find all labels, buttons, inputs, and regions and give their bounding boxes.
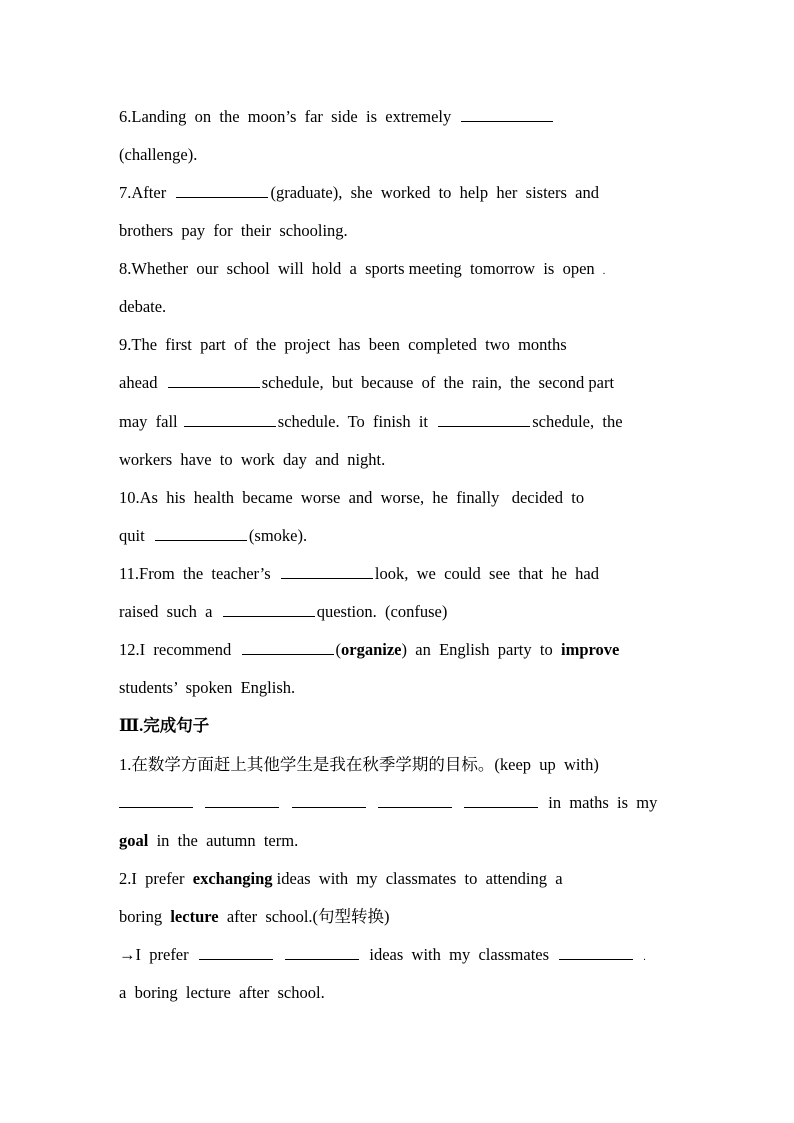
answer-blank[interactable] bbox=[168, 373, 260, 388]
s1-line2 bbox=[119, 793, 657, 813]
q8-line1 bbox=[119, 259, 605, 282]
q9-text-end: schedule, but because of the rain, the second part bbox=[261, 373, 615, 392]
q10-text-start: quit bbox=[119, 526, 153, 545]
answer-blank[interactable] bbox=[281, 564, 373, 579]
answer-blank[interactable] bbox=[184, 412, 276, 427]
s2-line1 bbox=[119, 869, 563, 889]
s2-text-a: boring bbox=[119, 907, 171, 926]
s2-keyword-lecture: lecture bbox=[170, 907, 219, 926]
q10-line2 bbox=[119, 526, 307, 546]
q12-keyword-organize: organize bbox=[341, 640, 402, 659]
answer-blank[interactable] bbox=[559, 945, 633, 960]
q6-text: 6.Landing on the moon’s far side is extremely bbox=[119, 107, 460, 126]
answer-blank[interactable] bbox=[205, 793, 279, 808]
section-heading: Ⅲ.完成句子 bbox=[119, 716, 210, 735]
s2-rewrite-start: →I prefer bbox=[119, 945, 197, 964]
q9-line1: 9.The first part of the project has been completed two months bbox=[119, 335, 567, 354]
s2-text-b: after school.(句型转换) bbox=[218, 907, 390, 926]
answer-blank[interactable] bbox=[378, 793, 452, 808]
q12-text-start: 12.I recommend bbox=[119, 640, 240, 659]
q9-line4: workers have to work day and night. bbox=[119, 450, 386, 469]
s1-keyword-goal: goal bbox=[119, 831, 149, 850]
q12-paren-open: ( bbox=[335, 640, 342, 659]
s2-rewrite-mid: ideas with my classmates bbox=[369, 945, 558, 964]
q9-line3 bbox=[119, 412, 623, 432]
s1-line3 bbox=[119, 831, 298, 851]
q6-line2: (challenge). bbox=[119, 145, 198, 164]
s2-text-start: 2.I prefer bbox=[119, 869, 193, 888]
q12-line1 bbox=[119, 640, 619, 660]
answer-blank[interactable] bbox=[155, 526, 247, 541]
q11-text-start: 11.From the teacher’s bbox=[119, 564, 279, 583]
answer-blank[interactable] bbox=[464, 793, 538, 808]
q8-text: 8.Whether our school will hold a sports meeting tomorrow is open bbox=[119, 259, 595, 278]
q11-text-b: question. (confuse) bbox=[316, 602, 448, 621]
s2-dot: . bbox=[643, 952, 646, 963]
q10-text-end: (smoke). bbox=[248, 526, 308, 545]
answer-blank[interactable] bbox=[199, 945, 273, 960]
q9-text-start: ahead bbox=[119, 373, 166, 392]
q12-text-mid: an English party to bbox=[407, 640, 561, 659]
q7-text-end: (graduate), she worked to help her sisters and bbox=[270, 183, 599, 202]
s2-line4: a boring lecture after school. bbox=[119, 983, 325, 1002]
answer-blank[interactable] bbox=[242, 640, 334, 655]
s1-line1: 1.在数学方面赶上其他学生是我在秋季学期的目标。(keep up with) bbox=[119, 755, 599, 774]
q12-keyword-improve: improve bbox=[560, 640, 620, 659]
s2-line2 bbox=[119, 907, 390, 927]
q10-line1: 10.As his health became worse and worse, he finally decided to bbox=[119, 488, 585, 507]
q11-line1 bbox=[119, 564, 599, 584]
answer-blank[interactable] bbox=[176, 183, 268, 198]
answer-blank[interactable] bbox=[285, 945, 359, 960]
q8-line2: debate. bbox=[119, 297, 167, 316]
q8-dot: . bbox=[602, 266, 606, 277]
s1-text-end: in maths is my bbox=[548, 793, 658, 812]
q9-line2 bbox=[119, 373, 614, 393]
answer-blank[interactable] bbox=[438, 412, 530, 427]
q7-line2: brothers pay for their schooling. bbox=[119, 221, 348, 240]
q11-text-a: raised such a bbox=[119, 602, 221, 621]
q7-text-start: 7.After bbox=[119, 183, 175, 202]
s1-text-rest: in the autumn term. bbox=[148, 831, 299, 850]
q11-line2 bbox=[119, 602, 447, 622]
q7-line1 bbox=[119, 183, 599, 203]
q12-paren-close: ) bbox=[401, 640, 407, 659]
s2-line3 bbox=[119, 945, 646, 968]
s2-keyword-exchanging: exchanging bbox=[192, 869, 273, 888]
q11-text-end: look, we could see that he had bbox=[374, 564, 599, 583]
q9-text-a: may fall bbox=[119, 412, 182, 431]
answer-blank[interactable] bbox=[119, 793, 193, 808]
answer-blank[interactable] bbox=[461, 107, 553, 122]
answer-blank[interactable] bbox=[223, 602, 315, 617]
answer-blank[interactable] bbox=[292, 793, 366, 808]
q12-line2: students’ spoken English. bbox=[119, 678, 296, 697]
q6-line1 bbox=[119, 107, 555, 127]
q9-text-c: schedule, the bbox=[532, 412, 623, 431]
s2-text-end: ideas with my classmates to attending a bbox=[272, 869, 563, 888]
q9-text-b: schedule. To finish it bbox=[277, 412, 437, 431]
